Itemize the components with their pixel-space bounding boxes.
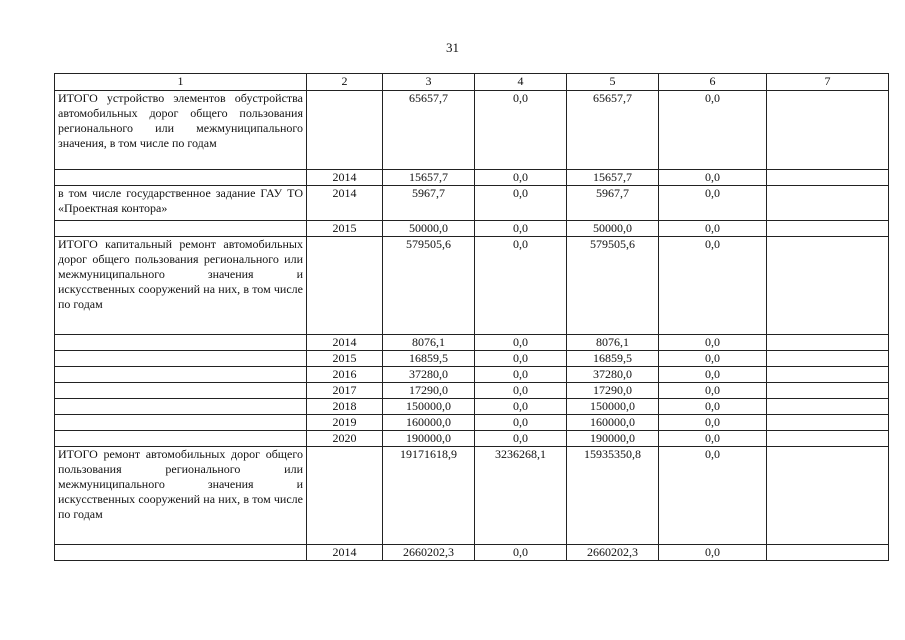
column-header: 2 xyxy=(307,74,383,91)
table-row xyxy=(55,545,889,561)
value-cell-5: 2660202,3 xyxy=(567,545,659,561)
table-row xyxy=(55,221,889,237)
value-cell-4: 0,0 xyxy=(475,399,567,415)
row-label-cell xyxy=(55,431,307,447)
table-row xyxy=(55,335,889,351)
row-label-cell xyxy=(55,351,307,367)
value-cell-7 xyxy=(767,91,889,170)
row-label-cell: в том числе государственное задание ГАУ ТО «Проектная контора» xyxy=(55,186,307,221)
table-row xyxy=(55,170,889,186)
value-cell-3: 5967,7 xyxy=(383,186,475,221)
row-label-cell xyxy=(55,383,307,399)
value-cell-3: 15657,7 xyxy=(383,170,475,186)
value-cell-4: 0,0 xyxy=(475,383,567,399)
value-cell-4: 0,0 xyxy=(475,415,567,431)
value-cell-7 xyxy=(767,170,889,186)
column-header: 4 xyxy=(475,74,567,91)
column-header: 1 xyxy=(55,74,307,91)
value-cell-4: 0,0 xyxy=(475,431,567,447)
year-cell xyxy=(307,237,383,335)
row-label-cell xyxy=(55,399,307,415)
table-row xyxy=(55,237,889,335)
row-label-cell xyxy=(55,415,307,431)
value-cell-4: 0,0 xyxy=(475,170,567,186)
year-cell: 2014 xyxy=(307,186,383,221)
value-cell-7 xyxy=(767,351,889,367)
value-cell-6: 0,0 xyxy=(659,91,767,170)
column-header: 5 xyxy=(567,74,659,91)
table-row xyxy=(55,186,889,221)
table-row xyxy=(55,91,889,170)
table-row xyxy=(55,415,889,431)
year-cell: 2014 xyxy=(307,170,383,186)
value-cell-6: 0,0 xyxy=(659,431,767,447)
value-cell-7 xyxy=(767,415,889,431)
value-cell-3: 19171618,9 xyxy=(383,447,475,545)
value-cell-3: 65657,7 xyxy=(383,91,475,170)
value-cell-4: 0,0 xyxy=(475,367,567,383)
row-label-cell: ИТОГО капитальный ремонт автомобильных дорог общего пользования регионального или межмуниципального значения и искусственных сооружений на них, в том числе по годам xyxy=(55,237,307,335)
table-row xyxy=(55,447,889,545)
table-row xyxy=(55,367,889,383)
value-cell-5: 16859,5 xyxy=(567,351,659,367)
value-cell-4: 0,0 xyxy=(475,545,567,561)
value-cell-5: 150000,0 xyxy=(567,399,659,415)
row-label-cell: ИТОГО устройство элементов обустройства автомобильных дорог общего пользования регионального или межмуниципального значения, в том числе по годам xyxy=(55,91,307,170)
value-cell-7 xyxy=(767,335,889,351)
value-cell-4: 0,0 xyxy=(475,221,567,237)
value-cell-5: 5967,7 xyxy=(567,186,659,221)
value-cell-7 xyxy=(767,186,889,221)
budget-table xyxy=(54,73,889,561)
value-cell-6: 0,0 xyxy=(659,170,767,186)
value-cell-3: 37280,0 xyxy=(383,367,475,383)
value-cell-4: 0,0 xyxy=(475,335,567,351)
value-cell-6: 0,0 xyxy=(659,383,767,399)
table-row xyxy=(55,351,889,367)
value-cell-5: 17290,0 xyxy=(567,383,659,399)
value-cell-5: 15657,7 xyxy=(567,170,659,186)
value-cell-6: 0,0 xyxy=(659,335,767,351)
value-cell-7 xyxy=(767,431,889,447)
year-cell: 2018 xyxy=(307,399,383,415)
year-cell: 2014 xyxy=(307,545,383,561)
row-label-cell xyxy=(55,170,307,186)
table-header-row xyxy=(55,74,889,91)
value-cell-7 xyxy=(767,367,889,383)
value-cell-3: 190000,0 xyxy=(383,431,475,447)
year-cell: 2016 xyxy=(307,367,383,383)
table-row xyxy=(55,399,889,415)
value-cell-5: 160000,0 xyxy=(567,415,659,431)
value-cell-6: 0,0 xyxy=(659,186,767,221)
value-cell-6: 0,0 xyxy=(659,351,767,367)
row-label-cell xyxy=(55,221,307,237)
value-cell-3: 150000,0 xyxy=(383,399,475,415)
value-cell-5: 8076,1 xyxy=(567,335,659,351)
value-cell-3: 8076,1 xyxy=(383,335,475,351)
value-cell-4: 0,0 xyxy=(475,351,567,367)
year-cell: 2015 xyxy=(307,351,383,367)
value-cell-4: 0,0 xyxy=(475,237,567,335)
value-cell-5: 65657,7 xyxy=(567,91,659,170)
column-header: 7 xyxy=(767,74,889,91)
year-cell: 2020 xyxy=(307,431,383,447)
value-cell-3: 16859,5 xyxy=(383,351,475,367)
table-body xyxy=(55,74,889,561)
value-cell-7 xyxy=(767,545,889,561)
year-cell: 2015 xyxy=(307,221,383,237)
year-cell: 2019 xyxy=(307,415,383,431)
value-cell-3: 17290,0 xyxy=(383,383,475,399)
row-label-cell: ИТОГО ремонт автомобильных дорог общего пользования регионального или межмуниципального значения и искусственных сооружений на них, в том числе по годам xyxy=(55,447,307,545)
value-cell-6: 0,0 xyxy=(659,447,767,545)
value-cell-6: 0,0 xyxy=(659,367,767,383)
column-header: 3 xyxy=(383,74,475,91)
value-cell-4: 0,0 xyxy=(475,91,567,170)
value-cell-6: 0,0 xyxy=(659,237,767,335)
page-number: 31 xyxy=(446,40,459,55)
table-row xyxy=(55,383,889,399)
value-cell-7 xyxy=(767,383,889,399)
value-cell-7 xyxy=(767,237,889,335)
value-cell-3: 579505,6 xyxy=(383,237,475,335)
column-header: 6 xyxy=(659,74,767,91)
row-label-cell xyxy=(55,335,307,351)
value-cell-5: 37280,0 xyxy=(567,367,659,383)
value-cell-6: 0,0 xyxy=(659,415,767,431)
value-cell-7 xyxy=(767,399,889,415)
year-cell: 2017 xyxy=(307,383,383,399)
value-cell-4: 3236268,1 xyxy=(475,447,567,545)
value-cell-5: 190000,0 xyxy=(567,431,659,447)
value-cell-3: 50000,0 xyxy=(383,221,475,237)
year-cell xyxy=(307,91,383,170)
year-cell: 2014 xyxy=(307,335,383,351)
table-row xyxy=(55,431,889,447)
row-label-cell xyxy=(55,367,307,383)
value-cell-7 xyxy=(767,447,889,545)
value-cell-5: 579505,6 xyxy=(567,237,659,335)
value-cell-6: 0,0 xyxy=(659,545,767,561)
value-cell-5: 15935350,8 xyxy=(567,447,659,545)
value-cell-3: 160000,0 xyxy=(383,415,475,431)
value-cell-7 xyxy=(767,221,889,237)
year-cell xyxy=(307,447,383,545)
value-cell-6: 0,0 xyxy=(659,221,767,237)
value-cell-5: 50000,0 xyxy=(567,221,659,237)
value-cell-6: 0,0 xyxy=(659,399,767,415)
value-cell-3: 2660202,3 xyxy=(383,545,475,561)
value-cell-4: 0,0 xyxy=(475,186,567,221)
row-label-cell xyxy=(55,545,307,561)
